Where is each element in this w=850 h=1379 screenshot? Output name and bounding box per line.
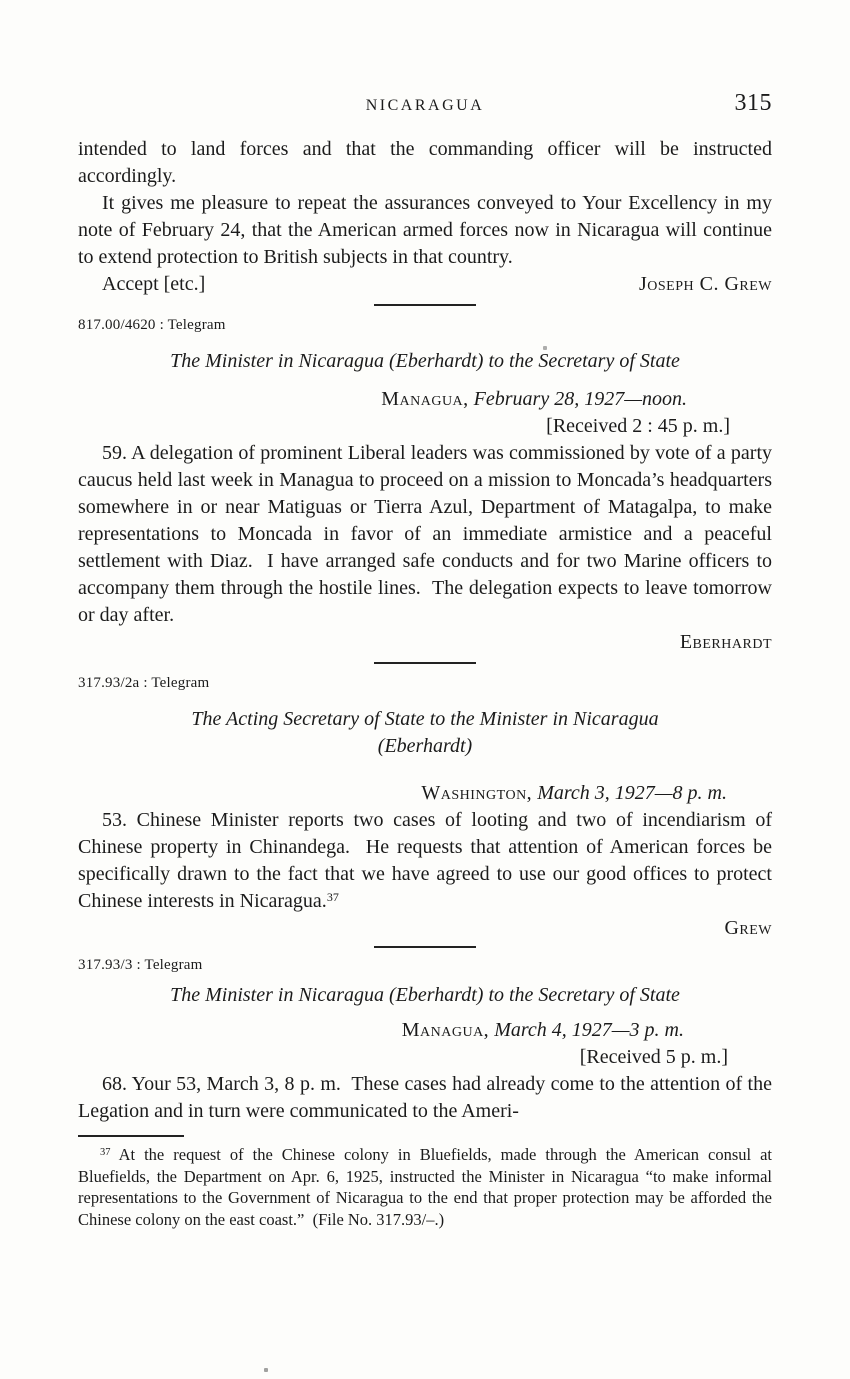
telegram-body: 59. A delegation of prominent Liberal leaders was commissioned by vote of a party caucus held last week in Managua to proceed on a mission to Moncada’s headquarters somewhere in or near Matiguas or Tierra Azul, Department of Matagalpa, to make representations to Moncada in favor of an immediate armistice and a peaceful settlement with Diaz. I have arranged safe conducts and for two Marine officers to accompany them through the hostile lines. The delegation expects to leave tomorrow or day after. [78, 442, 777, 626]
dateline [78, 1017, 772, 1044]
file-number-label: 317.93/3 : Telegram [78, 957, 203, 973]
telegram-body [78, 807, 777, 915]
note-paragraph-continued: intended to land forces and that the commanding officer will be instructed accordingly. [78, 138, 777, 187]
file-number-label: 817.00/4620 : Telegram [78, 317, 226, 333]
dateline-place: Washington, [421, 782, 533, 804]
footnote-marker: 37 [100, 1147, 111, 1158]
note-closing-row [78, 271, 772, 298]
telegram-heading-line2: (Eberhardt) [377, 735, 473, 757]
telegram-heading: The Acting Secretary of State to the Minister in Nicaragua [191, 708, 659, 730]
running-head-title: NICARAGUA [365, 97, 485, 114]
telegram-body-text: 53. Chinese Minister reports two cases of looting and two of incendiarism of Chinese property in Chinandega. He requests that attention of American forces be specifically drawn to the fact that we have agreed to use our good offices to protect Chinese interests in Nicaragua. [78, 809, 777, 912]
dateline-place: Managua, [381, 388, 469, 410]
telegram-heading: The Minister in Nicaragua (Eberhardt) to the Secretary of State [170, 984, 680, 1006]
dateline [78, 780, 772, 807]
received-line: [Received 2 : 45 p. m.] [546, 415, 730, 437]
page-number: 315 [734, 90, 772, 116]
received-line: [Received 5 p. m.] [579, 1046, 728, 1068]
signature-grew-full: Joseph C. Grew [638, 273, 772, 295]
telegram-body: 68. Your 53, March 3, 8 p. m. These cases had already come to the attention of the Legation and in turn were communicated to the Ameri- [78, 1073, 777, 1122]
file-number-label: 317.93/2a : Telegram [78, 675, 210, 691]
dateline-date: March 3, 1927—8 p. m. [532, 782, 727, 804]
closing-phrase: Accept [etc.] [102, 273, 206, 295]
dateline-date: March 4, 1927—3 p. m. [489, 1019, 684, 1041]
footnote-divider [78, 1135, 184, 1137]
running-head [78, 90, 772, 119]
footnote [78, 1144, 777, 1230]
dateline [78, 386, 772, 413]
section-divider [374, 662, 476, 664]
dateline-place: Managua, [401, 1019, 490, 1041]
section-divider [374, 946, 476, 948]
telegram-heading: The Minister in Nicaragua (Eberhardt) to the Secretary of State [170, 350, 680, 372]
footnote-reference: 37 [326, 890, 339, 904]
ink-speck [543, 346, 547, 350]
dateline-date: February 28, 1927—noon. [468, 388, 687, 410]
footnote-text: At the request of the Chinese colony in Bluefields, made through the American consul at Bluefields, the Department on Apr. 6, 1925, instructed the Minister in Nicaragua “to make informal representations to the Government of Nicaragua to the end that proper protection may be afforded the Chinese colony on the east coast.” (File No. 317.93/–.) [78, 1145, 777, 1229]
signature-eberhardt: Eberhardt [679, 631, 772, 653]
signature-grew: Grew [724, 917, 772, 939]
ink-speck [264, 1368, 268, 1372]
section-divider [374, 304, 476, 306]
note-paragraph: It gives me pleasure to repeat the assurances conveyed to Your Excellency in my note of February 24, that the American armed forces now in Nicaragua will continue to extend protection to British subjects in that country. [78, 192, 777, 268]
